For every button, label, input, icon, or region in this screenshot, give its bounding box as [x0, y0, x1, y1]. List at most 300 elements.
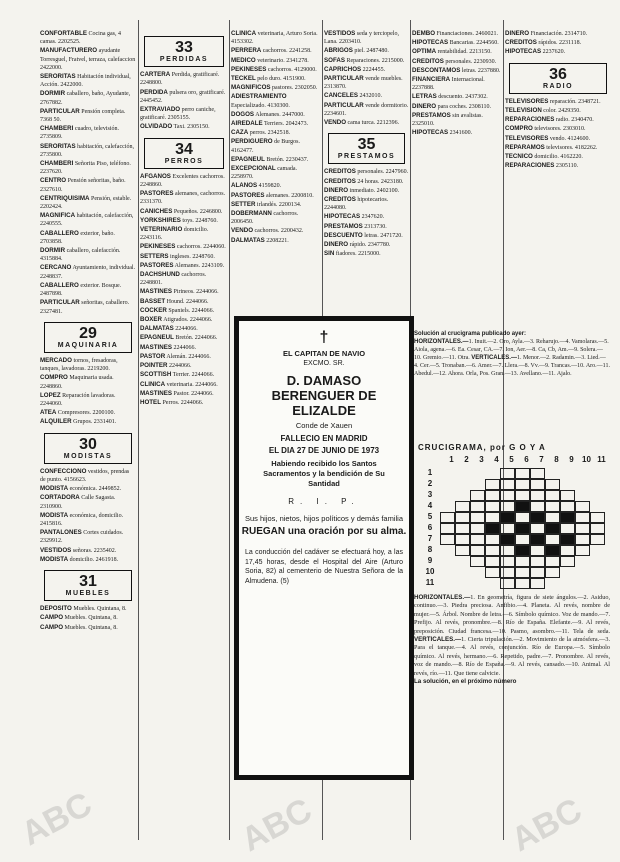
column-2	[140, 30, 228, 840]
crossword-row-number: 11	[425, 578, 435, 587]
classified-ad	[140, 307, 228, 315]
classified-ad	[140, 190, 228, 206]
crossword-row-number: 9	[427, 556, 433, 565]
ad-keyword: CAZA	[231, 129, 249, 137]
ad-keyword: MAGNIFICA	[40, 212, 76, 220]
watermark: ABC	[15, 784, 99, 854]
ad-text: vestidos, prendas de punto. 4156623.	[40, 468, 130, 483]
ad-keyword: CANICHES	[140, 207, 173, 215]
ad-text: caballero, baño, Ayudante, 2767882.	[40, 91, 131, 106]
crossword-col-number: 8	[554, 455, 559, 464]
crossword-row-number: 2	[427, 479, 433, 488]
ad-text: tornos, fresadoras, tanques, lavadoras. 2219200.	[40, 357, 118, 373]
ad-keyword: SERORITAS	[40, 73, 76, 81]
crossword-cell	[515, 578, 530, 589]
ad-keyword: CREDITOS	[412, 57, 444, 65]
ad-keyword: CREDITOS	[324, 196, 356, 204]
ad-keyword: POINTER	[140, 362, 168, 370]
ad-text: alemanes. 2200810.	[265, 192, 314, 199]
column-rule	[503, 20, 504, 840]
classified-ad	[324, 168, 409, 176]
crossword-cell	[500, 578, 515, 589]
ad-keyword: MODISTA	[40, 485, 69, 493]
ad-text: rentabilidad. 2213150.	[437, 49, 492, 56]
ad-text: Hound. 2244066.	[166, 298, 209, 305]
classified-ad	[140, 208, 228, 216]
ad-keyword: PARTICULAR	[40, 107, 80, 115]
ad-keyword: CHAMBERI	[40, 160, 74, 168]
crossword-cell	[575, 512, 590, 523]
ad-text: Muebles. Quintana, 8.	[64, 615, 118, 622]
classified-ad	[231, 201, 321, 209]
ad-keyword: AIREDALE	[231, 120, 263, 128]
classified-ad	[324, 47, 409, 55]
ad-keyword: FINANCIERA	[412, 76, 451, 84]
solution-v-text: 1. Menor.—2. Radamin.—3. Lied.—4. Cer.—5. Tronaban.—6. Amer.—7. Llera.—8. Vv.—9. Trancas.—10. Aro.—11. Abedul.—12. Ahora. Orla, Pos. Gran.—13. Avellano.—11. Ajalo.	[414, 355, 610, 377]
classified-ad	[140, 390, 228, 398]
classified-ad	[140, 371, 228, 379]
classified-ad	[40, 468, 136, 484]
crossword-cell	[530, 567, 545, 578]
ad-keyword: ADIESTRAMIENTO	[231, 93, 287, 101]
ad-text: habitación, calefacción, 2735800.	[40, 143, 134, 158]
ad-text: perros. 2342518.	[249, 130, 291, 137]
crossword-row-number: 8	[427, 545, 433, 554]
crossword-cell	[545, 556, 560, 567]
classified-ad	[40, 282, 136, 298]
crossword-cell	[470, 523, 485, 534]
classified-ad	[140, 353, 228, 361]
section-header-radio	[509, 63, 607, 94]
ad-keyword: VENDO	[231, 227, 254, 235]
classified-ad	[40, 108, 136, 124]
ad-text: cuadro, televisión. 2735809.	[40, 126, 119, 141]
crossword-cell	[530, 490, 545, 501]
crossword-cell	[545, 501, 560, 512]
ad-text: habitación, calefacción, 2240555.	[40, 213, 134, 228]
crossword-cell	[485, 512, 500, 523]
crossword-cell	[485, 545, 500, 556]
ad-text: fiadores. 2215000.	[335, 251, 381, 258]
section-number: 30	[79, 435, 97, 453]
classified-ad	[140, 325, 228, 333]
classified-ad	[324, 30, 409, 46]
crossword-cell	[515, 512, 530, 523]
obituary-date: EL DIA 27 DE JUNIO DE 1973	[268, 446, 380, 455]
crossword-cell	[515, 534, 530, 545]
classified-ad	[231, 165, 321, 181]
ad-keyword: CLINICA	[140, 380, 166, 388]
ad-keyword: VENDO	[324, 119, 347, 127]
ad-text: Cocina gas, 4 camas. 2202525.	[40, 31, 121, 46]
obituary-notice	[234, 316, 414, 780]
classified-ad	[140, 173, 228, 189]
ad-keyword: CERCANO	[40, 264, 72, 272]
section-number: 34	[175, 140, 193, 158]
ad-keyword: DINERO	[412, 102, 437, 110]
crossword-cell	[560, 501, 575, 512]
classified-list	[231, 30, 321, 245]
classified-ad	[324, 213, 409, 221]
crossword-footer: La solución, en el próximo número	[414, 678, 517, 686]
ad-keyword: HIPOTECAS	[412, 129, 449, 137]
ad-text: Pensión señoritas, baño. 2327610.	[40, 178, 126, 193]
ad-text: Reparación lavadoras. 2244060.	[40, 392, 116, 407]
section-label: MAQUINARIA	[57, 341, 119, 349]
ad-text: 2341600.	[449, 130, 473, 137]
ad-keyword: HIPOTECAS	[324, 213, 361, 221]
classified-ad	[505, 30, 611, 38]
classified-ad	[40, 374, 136, 390]
ad-keyword: PASTOR	[140, 352, 166, 360]
ad-keyword: CABALLERO	[40, 229, 79, 237]
crossword-black-cell	[545, 523, 560, 534]
classified-ad	[231, 192, 321, 200]
ad-text: televisores. 2303010.	[534, 126, 586, 133]
ad-keyword: DACHSHUND	[140, 271, 180, 279]
ad-text: pelo duro. 4151900.	[257, 76, 306, 83]
ad-keyword: AFGANOS	[140, 172, 171, 180]
classified-ad	[505, 98, 611, 106]
ad-text: cachorros. 2006450.	[231, 211, 299, 226]
ad-keyword: ALQUILER	[40, 418, 72, 426]
classified-ad	[40, 212, 136, 228]
ad-text: 2244066.	[169, 363, 192, 370]
ad-text: Especializado. 4130300.	[231, 102, 290, 109]
ad-keyword: TELEVISORES	[505, 97, 549, 105]
crossword-cell	[440, 534, 455, 545]
crossword-black-cell	[530, 534, 545, 545]
crossword-cell	[440, 523, 455, 534]
crossword-row-number: 1	[427, 468, 433, 477]
ad-text: Pequeños. 2246800.	[173, 208, 223, 215]
ad-text: Señorita Piso, teléfono. 2237620.	[40, 161, 131, 176]
cross-icon: †	[319, 329, 329, 346]
classified-list	[324, 30, 409, 127]
ad-text: alemanes, cachorros. 2331370.	[140, 191, 226, 206]
ad-keyword: OLVIDADO	[140, 123, 173, 131]
classified-ad	[505, 48, 611, 56]
classified-ad	[231, 129, 321, 137]
ad-text: exterior. Bosque. 2487898.	[40, 282, 122, 298]
ad-keyword: PARTICULAR	[40, 299, 80, 307]
solution-heading: Solución al crucigrama publicado ayer:	[414, 331, 527, 337]
crossword-cell	[500, 479, 515, 490]
ad-text: Habitación individual, Acción. 2422000.	[40, 74, 131, 89]
ad-keyword: CARTERA	[140, 71, 171, 79]
classified-ad	[40, 230, 136, 246]
ad-text: Perdida, gratificaré. 2248800.	[140, 72, 220, 87]
obituary-ref: (5)	[280, 577, 289, 585]
ad-keyword: REPARACIONES	[505, 162, 555, 170]
classified-list	[140, 173, 228, 407]
ad-text: Alemán. 2244066.	[166, 353, 211, 360]
classified-ad	[40, 556, 136, 564]
classified-ad	[231, 237, 321, 245]
ad-keyword: SERORITAS	[40, 142, 76, 150]
classified-ad	[412, 129, 502, 137]
classified-ad	[140, 262, 228, 270]
classified-ad	[505, 135, 611, 143]
ad-text: Compresores. 2200100.	[57, 410, 116, 417]
classified-ad	[231, 66, 321, 74]
crossword-black-cell	[515, 523, 530, 534]
ad-keyword: TECNICO	[505, 153, 533, 161]
ad-keyword: PASTORES	[140, 190, 174, 198]
crossword-cell	[515, 468, 530, 479]
obituary-title: Conde de Xauen	[295, 421, 353, 430]
crossword-cell	[455, 501, 470, 512]
ad-text: 4159820.	[258, 183, 282, 190]
classified-ad	[324, 232, 409, 240]
classified-ad	[140, 399, 228, 407]
ad-keyword: CREDITOS	[324, 168, 356, 176]
ad-text: Muebles. Quintana, 8.	[73, 606, 127, 613]
ad-text: Terrier. 2244066.	[172, 372, 215, 379]
ad-text: toys. 2248760.	[182, 217, 218, 224]
crossword-row-number: 3	[427, 490, 433, 499]
ad-keyword: CAPRICHOS	[324, 65, 362, 73]
obituary-sacraments: Habiendo recibido los Santos Sacramentos y la bendición de Su Santidad	[263, 459, 385, 488]
crossword-col-number: 6	[524, 455, 529, 464]
classified-ad	[40, 73, 136, 89]
ad-text: Terriers. 2042473.	[264, 121, 309, 128]
classified-ad	[412, 39, 502, 47]
crossword-black-cell	[515, 501, 530, 512]
ad-text: 24 horas. 2423180.	[357, 178, 404, 185]
classified-ad	[140, 344, 228, 352]
classified-ad	[140, 106, 228, 122]
crossword-black-cell	[530, 512, 545, 523]
ad-keyword: EXCEPCIONAL	[231, 165, 276, 173]
ad-keyword: CHAMBERI	[40, 125, 74, 133]
classified-ad	[324, 66, 409, 74]
section-header-maquinaria	[44, 322, 132, 353]
ad-keyword: ATEA	[40, 409, 57, 417]
classified-list	[505, 98, 611, 171]
ad-keyword: DESCUENTO	[324, 231, 363, 239]
ad-keyword: PERDIDA	[140, 88, 168, 96]
crossword-black-cell	[500, 512, 515, 523]
ad-keyword: PEKINESES	[140, 243, 176, 251]
ad-text: exterior, baño. 2703858.	[40, 230, 115, 245]
watermark: ABC	[235, 790, 319, 860]
crossword-cell	[500, 567, 515, 578]
ad-keyword: HIPOTECAS	[505, 48, 542, 56]
crossword-black-cell	[560, 534, 575, 545]
classified-ad	[231, 227, 321, 235]
crossword-cell	[515, 556, 530, 567]
ad-text: Ayuntamiento, individual. 2248837.	[40, 265, 136, 280]
classified-ad	[231, 120, 321, 128]
ad-keyword: HOTEL	[140, 398, 161, 406]
crossword-col-number: 9	[569, 455, 574, 464]
crossword-cell	[575, 501, 590, 512]
ad-text: cachorros. 2200432.	[254, 228, 304, 235]
classified-ad	[140, 362, 228, 370]
ad-text: sin avalistas. 2325010.	[412, 112, 483, 128]
classified-ad	[40, 512, 136, 528]
classified-ad	[505, 116, 611, 124]
crossword-cell	[455, 523, 470, 534]
crossword-cell	[500, 523, 515, 534]
ad-keyword: PEKINESES	[231, 65, 267, 73]
ad-keyword: CENTRIQUISIMA	[40, 194, 90, 202]
ad-text: 2244066.	[175, 326, 198, 333]
crossword-black-cell	[515, 545, 530, 556]
crossword-col-number: 7	[539, 455, 544, 464]
ad-text: vendo. 4124600.	[549, 135, 590, 142]
crossword-solution	[414, 330, 610, 378]
crossword-row-number: 7	[427, 534, 433, 543]
crossword-cell	[545, 567, 560, 578]
ad-keyword: PRESTAMOS	[324, 222, 363, 230]
section-label: MODISTAS	[63, 452, 113, 460]
ad-keyword: DALMATAS	[140, 325, 174, 333]
crossword-cell	[500, 490, 515, 501]
obituary-rank: EL CAPITAN DE NAVIO	[282, 349, 366, 358]
classified-ad	[140, 334, 228, 342]
ad-keyword: CONFECCIONO	[40, 467, 87, 475]
ad-keyword: PASTORES	[140, 261, 174, 269]
ad-keyword: HIPOTECAS	[412, 39, 449, 47]
classified-ad	[231, 182, 321, 190]
classified-ad	[505, 153, 611, 161]
crossword-col-number: 5	[509, 455, 514, 464]
ad-text: Pirineos. 2244066.	[173, 289, 219, 296]
ad-keyword: REPARAMOS	[505, 143, 545, 151]
classified-ad	[412, 30, 502, 38]
column-1	[40, 30, 136, 840]
crossword-cell	[470, 556, 485, 567]
classified-ad	[140, 298, 228, 306]
ad-text: seda y terciopelo, Lana. 2203410.	[324, 31, 399, 46]
ad-keyword: COMPRO	[505, 125, 533, 133]
ad-text: irlandés. 2200134.	[256, 201, 302, 208]
ad-text: ayudante Torresguel, Fratvel, terraza, calefaccion 2422000.	[40, 48, 136, 71]
section-number: 31	[79, 572, 97, 590]
ad-text: letras. 2471720.	[364, 232, 403, 239]
ad-text: Maquinaria usada. 2248860.	[40, 375, 114, 390]
classified-ad	[324, 187, 409, 195]
ad-text: Perros. 2244066.	[162, 399, 204, 406]
crossword-cell	[560, 490, 575, 501]
classified-ad	[231, 138, 321, 154]
classified-ad	[324, 75, 409, 91]
ad-text: Spaniels. 2244066.	[168, 307, 215, 314]
solution-h-label: HORIZONTALES.—	[414, 339, 469, 345]
ad-text: señoras. 2235402.	[72, 547, 117, 554]
ad-keyword: DOGOS	[231, 110, 255, 118]
crossword-cell	[530, 545, 545, 556]
classified-ad	[40, 605, 136, 613]
crossword-cell	[575, 545, 590, 556]
ad-text: cama turca. 2212396.	[347, 120, 400, 127]
classified-ad	[412, 48, 502, 56]
ad-keyword: REPARACIONES	[505, 116, 555, 124]
ad-text: Pensión, estable. 2202424.	[40, 195, 132, 211]
column-6	[505, 30, 611, 322]
classified-list	[40, 30, 136, 316]
crossword-col-number: 4	[494, 455, 499, 464]
ad-keyword: CAMPO	[40, 614, 64, 622]
classified-list	[40, 357, 136, 427]
ad-text: piel. 2487480.	[354, 48, 389, 55]
classified-ad	[140, 123, 228, 131]
crossword-cell	[500, 468, 515, 479]
section-header-muebles	[44, 570, 132, 601]
ad-text: 2313730.	[364, 223, 387, 230]
ad-keyword: EXTRAVIADO	[140, 106, 181, 114]
ad-keyword: DESCONTAMOS	[412, 66, 461, 74]
ad-text: 2432010.	[359, 93, 383, 100]
ad-text: vende dormitorio. 2234601.	[324, 102, 409, 117]
crossword-col-number: 11	[597, 455, 606, 464]
classified-list	[505, 30, 611, 57]
classified-list	[40, 468, 136, 564]
ad-text: personales. 2247960.	[357, 169, 409, 176]
crossword-cell	[485, 501, 500, 512]
ad-keyword: CORTADORA	[40, 494, 80, 502]
ad-keyword: CLINICA	[231, 30, 257, 37]
crossword-cell	[515, 479, 530, 490]
crossword-grid	[440, 468, 605, 588]
crossword-cell	[470, 501, 485, 512]
ad-text: ingleses. 2248760.	[170, 253, 215, 260]
classified-ad	[231, 111, 321, 119]
ad-text: pastores. 2302050.	[272, 85, 318, 92]
ad-keyword: LOPEZ	[40, 391, 61, 399]
classified-ad	[412, 112, 502, 128]
crossword-col-number: 2	[464, 455, 469, 464]
ad-text: camada. 2258970.	[231, 166, 298, 181]
ad-text: Grupos. 2331401.	[73, 419, 117, 426]
ad-keyword: DEPOSITO	[40, 605, 72, 613]
ad-text: radio. 2340470.	[555, 117, 594, 124]
classified-ad	[140, 381, 228, 389]
crossword-cell	[515, 490, 530, 501]
ad-text: Muebles. Quintana, 8.	[64, 624, 118, 631]
classified-list	[324, 168, 409, 258]
ad-text: Reparaciones. 2215000.	[346, 57, 405, 64]
classified-ad	[505, 162, 611, 170]
classified-list	[140, 71, 228, 131]
crossword-black-cell	[485, 523, 500, 534]
ad-keyword: SIN	[324, 250, 335, 258]
crossword-cell	[545, 534, 560, 545]
classified-ad	[40, 143, 136, 159]
classified-ad	[40, 624, 136, 632]
ad-keyword: MEDICO	[231, 56, 256, 64]
ad-text: 2224455.	[362, 66, 386, 73]
classified-ad	[40, 418, 136, 426]
crossword-cell	[530, 501, 545, 512]
crossword-row-number: 6	[427, 523, 433, 532]
ad-keyword: SETTER	[231, 200, 256, 208]
ad-keyword: VESTIDOS	[324, 30, 356, 37]
classified-list	[412, 30, 502, 137]
ad-text: 2208221.	[266, 237, 289, 244]
crossword-col-number: 3	[479, 455, 484, 464]
crossword-row-number: 5	[427, 512, 433, 521]
obituary-request: RUEGAN una oración por su alma.	[241, 526, 407, 537]
ad-keyword: MAGNIFICOS	[231, 84, 271, 92]
classified-ad	[140, 71, 228, 87]
crossword-cell	[500, 545, 515, 556]
ad-keyword: MASTINES	[140, 288, 172, 296]
ad-text: Excelentes cachorros. 2248860.	[140, 173, 225, 189]
ad-keyword: CREDITOS	[505, 39, 537, 47]
